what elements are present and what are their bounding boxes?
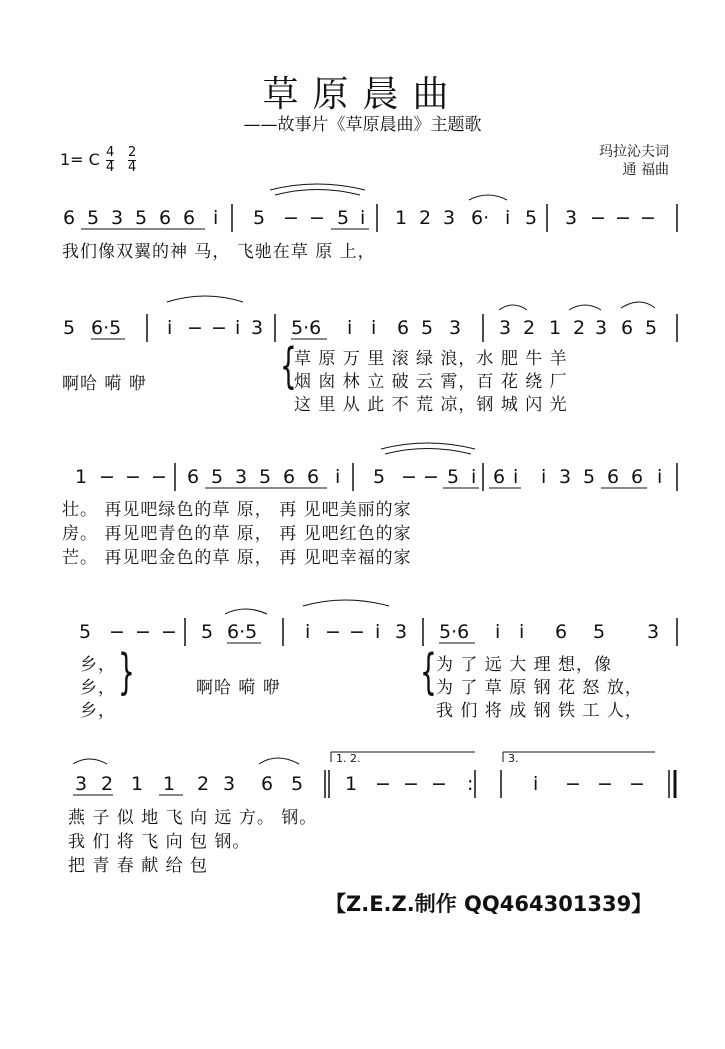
svg-text:−: − xyxy=(325,621,341,643)
svg-text:5: 5 xyxy=(211,466,224,488)
svg-text:3: 3 xyxy=(75,773,88,795)
stave-line-5 xyxy=(55,762,680,798)
svg-text:3: 3 xyxy=(595,317,608,339)
lyric-line-3-verse-3: 芒。 再见吧金色的草 原， 再 见吧幸福的家 xyxy=(62,548,412,568)
svg-text:2: 2 xyxy=(419,207,432,229)
svg-text:6: 6 xyxy=(187,466,200,488)
svg-text:6: 6 xyxy=(631,466,644,488)
lyric-prefix-line-4-3: 乡， xyxy=(80,701,116,721)
svg-text:6: 6 xyxy=(307,466,320,488)
svg-text:5: 5 xyxy=(79,621,92,643)
svg-text:i: i xyxy=(213,207,219,229)
svg-text:6: 6 xyxy=(555,621,568,643)
svg-text:3: 3 xyxy=(111,207,124,229)
svg-text:5: 5 xyxy=(337,207,350,229)
svg-text:−: − xyxy=(423,466,439,488)
svg-text:3: 3 xyxy=(251,317,264,339)
svg-text:5: 5 xyxy=(373,466,386,488)
svg-text:−: − xyxy=(187,317,203,339)
svg-text:6: 6 xyxy=(493,466,506,488)
svg-text:3: 3 xyxy=(235,466,248,488)
svg-text:2: 2 xyxy=(573,317,586,339)
lyric-line-5-verse-1: 燕 子 似 地 飞 向 远 方。 钢。 xyxy=(68,808,318,828)
svg-text:2: 2 xyxy=(197,773,210,795)
svg-text:−: − xyxy=(565,773,581,795)
svg-text:5: 5 xyxy=(583,466,596,488)
lyric-line-2-verse-1: 草 原 万 里 滚 绿 浪，水 肥 牛 羊 xyxy=(294,349,568,369)
notation-line-3 xyxy=(55,455,680,495)
stave-line-1 xyxy=(55,196,680,232)
svg-text:−: − xyxy=(615,207,631,229)
notation-line-4 xyxy=(55,610,680,650)
svg-text:−: − xyxy=(597,773,613,795)
svg-text:i: i xyxy=(360,207,366,229)
svg-text:1: 1 xyxy=(345,773,358,795)
lyric-line-3-verse-1: 壮。 再见吧绿色的草 原， 再 见吧美丽的家 xyxy=(62,500,412,520)
svg-text:3: 3 xyxy=(499,317,512,339)
lyric-brace-line-2: { xyxy=(280,338,297,394)
svg-text:6·5: 6·5 xyxy=(227,621,258,643)
svg-text:−: − xyxy=(109,621,125,643)
svg-text:6: 6 xyxy=(261,773,274,795)
svg-text:−: − xyxy=(349,621,365,643)
svg-text:i: i xyxy=(471,466,477,488)
svg-text:3: 3 xyxy=(449,317,462,339)
stave-line-2 xyxy=(55,306,680,342)
stave-line-4 xyxy=(55,610,680,646)
svg-text:6·5: 6·5 xyxy=(91,317,122,339)
svg-text:−: − xyxy=(283,207,299,229)
svg-text:−: − xyxy=(375,773,391,795)
lyric-line-4-verse-2: 为 了 草 原 钢 花 怒 放， xyxy=(436,678,643,698)
svg-text:−: − xyxy=(590,207,606,229)
lyric-line-2-verse-2: 烟 囱 林 立 破 云 霄，百 花 绕 厂 xyxy=(294,372,568,392)
svg-text:i: i xyxy=(371,317,377,339)
svg-text:5: 5 xyxy=(135,207,148,229)
lyric-brace-left-line-4: } xyxy=(118,644,135,700)
svg-text:6: 6 xyxy=(607,466,620,488)
svg-text:i: i xyxy=(533,773,539,795)
svg-text:i: i xyxy=(513,466,519,488)
svg-text:3: 3 xyxy=(559,466,572,488)
lyric-brace-right-line-4: { xyxy=(420,644,437,700)
song-title: 草原晨曲 xyxy=(262,74,463,115)
svg-text:5: 5 xyxy=(645,317,658,339)
lyric-mid-line-4: 啊哈 嗬 咿 xyxy=(196,678,281,698)
svg-text:3: 3 xyxy=(223,773,236,795)
notation-line-2 xyxy=(55,306,680,346)
lyric-line-2-verse-3: 这 里 从 此 不 荒 凉，钢 城 闪 光 xyxy=(294,395,568,415)
svg-text:2: 2 xyxy=(523,317,536,339)
volta-3: 3. xyxy=(508,752,519,765)
svg-text:5·6: 5·6 xyxy=(439,621,470,643)
song-subtitle: ——故事片《草原晨曲》主题歌 xyxy=(243,115,482,135)
svg-text:5: 5 xyxy=(447,466,460,488)
svg-text:−: − xyxy=(125,466,141,488)
svg-text:−: − xyxy=(309,207,325,229)
svg-text:5: 5 xyxy=(593,621,606,643)
time-sig-4-4: 4 4 xyxy=(106,145,115,175)
svg-text:i: i xyxy=(235,317,241,339)
svg-text:−: − xyxy=(151,466,167,488)
lyric-line-5-verse-3: 把 青 春 献 给 包 xyxy=(68,856,209,876)
svg-text:1: 1 xyxy=(75,466,88,488)
svg-text:6: 6 xyxy=(397,317,410,339)
svg-text:3: 3 xyxy=(395,621,408,643)
lyric-line-3-verse-2: 房。 再见吧青色的草 原， 再 见吧红色的家 xyxy=(62,524,412,544)
volta-1-2: 1. 2. xyxy=(336,752,361,765)
lyric-line-4-verse-1: 为 了 远 大 理 想，像 xyxy=(436,655,613,675)
svg-text:5: 5 xyxy=(291,773,304,795)
svg-text:6·: 6· xyxy=(471,207,490,229)
svg-text:3: 3 xyxy=(565,207,578,229)
svg-text:5: 5 xyxy=(421,317,434,339)
svg-text:2: 2 xyxy=(101,773,114,795)
svg-text:−: − xyxy=(431,773,447,795)
maker-credit: 【Z.E.Z.制作 QQ464301339】 xyxy=(325,892,653,916)
svg-text:i: i xyxy=(657,466,663,488)
composer-credit: 通 福曲 xyxy=(622,162,669,178)
svg-text:1: 1 xyxy=(549,317,562,339)
svg-text:1: 1 xyxy=(395,207,408,229)
svg-text:i: i xyxy=(505,207,511,229)
svg-text:3: 3 xyxy=(647,621,660,643)
lyric-prefix-line-4-1: 乡， xyxy=(80,655,116,675)
svg-text:5: 5 xyxy=(525,207,538,229)
svg-text:i: i xyxy=(305,621,311,643)
lyric-line-5-verse-2: 我 们 将 飞 向 包 钢。 xyxy=(68,832,251,852)
svg-text:i: i xyxy=(335,466,341,488)
svg-text:−: − xyxy=(135,621,151,643)
svg-text:i: i xyxy=(541,466,547,488)
svg-text:1: 1 xyxy=(131,773,144,795)
stave-line-3 xyxy=(55,455,680,491)
svg-text:6: 6 xyxy=(621,317,634,339)
lyric-prefix-line-4-2: 乡， xyxy=(80,678,116,698)
svg-text:1: 1 xyxy=(163,773,176,795)
svg-text:i: i xyxy=(347,317,353,339)
svg-text:6: 6 xyxy=(63,207,76,229)
notation-line-5 xyxy=(55,762,680,802)
key-signature: 1= C xyxy=(60,150,100,169)
svg-text:i: i xyxy=(167,317,173,339)
svg-text:5: 5 xyxy=(87,207,100,229)
svg-text:−: − xyxy=(99,466,115,488)
svg-text:i: i xyxy=(375,621,381,643)
svg-text:6: 6 xyxy=(183,207,196,229)
svg-text:6: 6 xyxy=(159,207,172,229)
lyricist-credit: 玛拉沁夫词 xyxy=(599,144,669,160)
lyric-prefix-line-2: 啊哈 嗬 咿 xyxy=(62,374,147,394)
svg-text::: : xyxy=(467,773,474,795)
svg-text:i: i xyxy=(495,621,501,643)
svg-text:−: − xyxy=(629,773,645,795)
svg-text:−: − xyxy=(403,773,419,795)
svg-text:3: 3 xyxy=(443,207,456,229)
svg-text:−: − xyxy=(161,621,177,643)
svg-text:−: − xyxy=(211,317,227,339)
svg-text:−: − xyxy=(401,466,417,488)
svg-text:5: 5 xyxy=(63,317,76,339)
lyric-line-4-verse-3: 我 们 将 成 钢 铁 工 人， xyxy=(436,701,643,721)
lyric-line-1: 我们像双翼的神 马， 飞驰在草 原 上， xyxy=(62,242,376,262)
svg-text:i: i xyxy=(519,621,525,643)
svg-text:5·6: 5·6 xyxy=(291,317,322,339)
notation-line-1 xyxy=(55,196,680,236)
svg-text:5: 5 xyxy=(259,466,272,488)
svg-text:5: 5 xyxy=(201,621,214,643)
time-sig-2-4: 2 4 xyxy=(128,145,137,175)
svg-text:6: 6 xyxy=(283,466,296,488)
svg-text:−: − xyxy=(640,207,656,229)
svg-text:5: 5 xyxy=(253,207,266,229)
